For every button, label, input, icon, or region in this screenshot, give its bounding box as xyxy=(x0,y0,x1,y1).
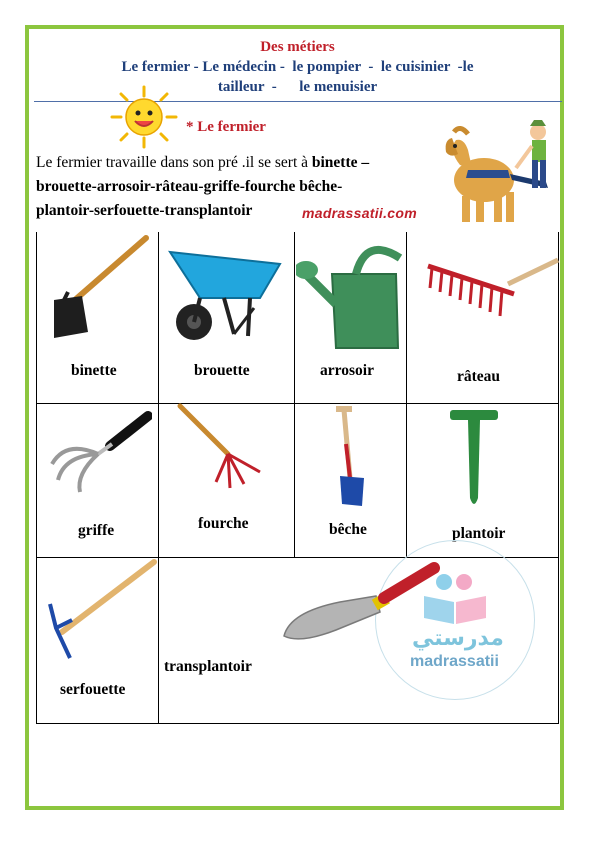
tool-label-fourche: fourche xyxy=(198,515,249,532)
section-title: * Le fermier xyxy=(186,119,266,135)
transplantoir-image xyxy=(280,560,440,646)
tool-label-griffe: griffe xyxy=(78,522,115,539)
beche-image xyxy=(330,404,374,512)
grid-line xyxy=(158,232,159,724)
tool-label-transplantoir: transplantoir xyxy=(164,658,252,675)
subtitle-line-1: Le fermier - Le médecin - le pompier - le cuisinier -le xyxy=(121,59,474,75)
watermark-arabic: مدرستي xyxy=(412,626,504,651)
plantoir-image xyxy=(448,408,500,512)
tool-label-serfouette: serfouette xyxy=(60,681,126,698)
tools-text-2: brouette-arrosoir-râteau-griffe-fourche bêche- xyxy=(36,178,343,195)
binette-image xyxy=(46,234,150,346)
farmer-horse-image xyxy=(438,110,560,228)
tool-label-plantoir: plantoir xyxy=(452,525,506,542)
watermark-latin: madrassatii xyxy=(410,653,499,670)
subtitle-line-2: tailleur - le menuisier xyxy=(217,79,378,95)
tools-text-1: binette – xyxy=(311,154,370,171)
tool-label-brouette: brouette xyxy=(194,362,250,379)
rateau-image xyxy=(422,254,562,344)
grid-line xyxy=(36,403,559,404)
brouette-image xyxy=(164,244,282,348)
tool-label-binette: binette xyxy=(71,362,117,379)
intro-text: Le fermier travaille dans son pré .il se sert à xyxy=(36,154,312,171)
griffe-image xyxy=(46,410,152,498)
serfouette-image xyxy=(44,558,158,664)
arrosoir-image xyxy=(296,234,408,352)
fourche-image xyxy=(176,402,268,494)
tool-label-arrosoir: arrosoir xyxy=(320,362,374,379)
grid-line xyxy=(36,232,37,724)
site-label: madrassatii.com xyxy=(302,205,417,221)
tool-label-beche: bêche xyxy=(329,521,367,538)
tools-text-3: plantoir-serfouette-transplantoir xyxy=(36,202,253,219)
grid-line xyxy=(36,723,559,724)
sun-icon xyxy=(108,84,180,150)
grid-line xyxy=(294,232,295,557)
tool-label-rateau: râteau xyxy=(457,368,501,385)
page-title: Des métiers xyxy=(260,39,335,55)
